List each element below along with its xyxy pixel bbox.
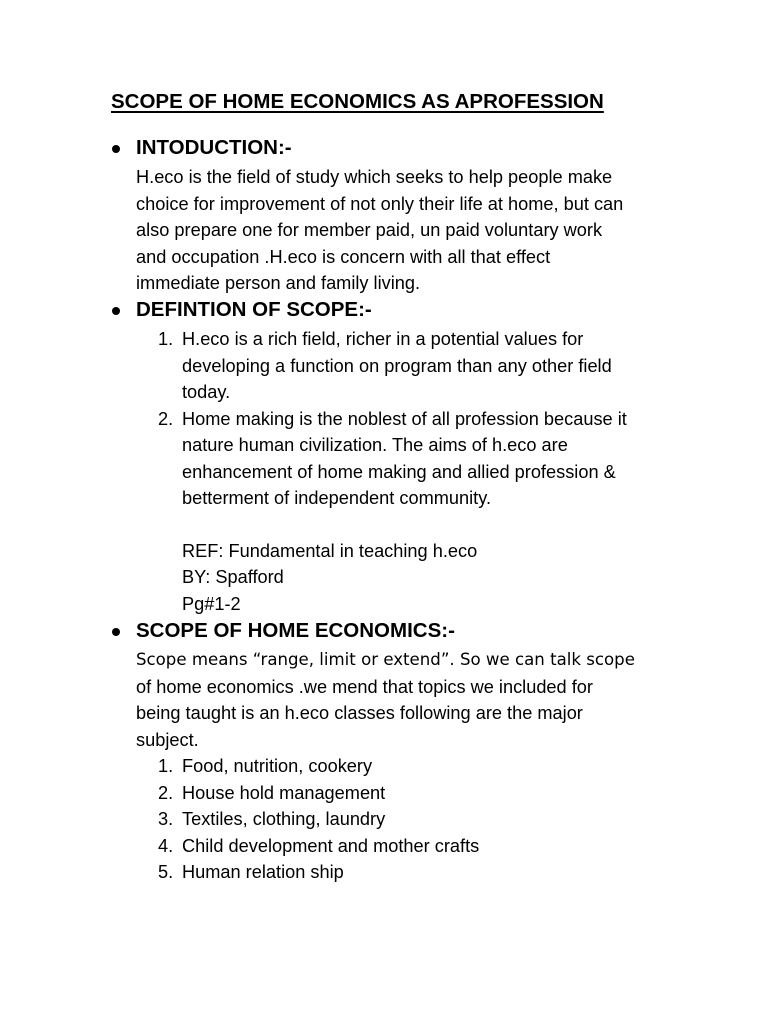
scope-heading-row [112,619,712,647]
list-item-line: betterment of independent community. [182,488,492,508]
list-item-text: Food, nutrition, cookery [182,756,373,776]
reference-line: REF: Fundamental in teaching h.eco [182,540,478,561]
scope-list [112,753,712,886]
list-item-line: developing a function on program than any other field [182,355,612,376]
bullet-icon [112,307,120,315]
list-item [112,806,712,833]
list-item [112,753,712,780]
list-item [112,833,712,860]
definition-section [112,298,712,617]
paragraph-line: subject. [136,729,199,750]
scope-heading: SCOPE OF HOME ECONOMICS:- [136,619,455,642]
introduction-paragraph [112,164,712,297]
list-item-number: 3. [158,809,174,829]
paragraph-line: choice for improvement of not only their life at home, but can [136,193,624,214]
list-item-number: 2. [158,408,174,429]
list-item [112,780,712,807]
list-item [112,406,712,512]
paragraph-line: of home economics .we mend that topics we included for [136,676,593,697]
list-item-line: H.eco is a rich field, richer in a potential values for [182,329,584,349]
list-item-line: enhancement of home making and allied profession & [182,461,616,482]
list-item-number: 2. [158,782,174,803]
reference-line: Pg#1-2 [182,593,241,614]
paragraph-line: and occupation .H.eco is concern with all that effect [136,246,551,267]
introduction-section [112,136,712,297]
list-item-number: 1. [158,756,174,776]
list-item [112,326,712,406]
bullet-icon [112,145,120,153]
introduction-heading-row [112,136,712,164]
scope-paragraph [112,647,712,753]
list-item-text: Child development and mother crafts [182,835,480,856]
list-item-line: today. [182,382,231,402]
definition-heading-row [112,298,712,326]
paragraph-line: immediate person and family living. [136,273,421,293]
reference-block [112,538,712,618]
list-item-line: nature human civilization. The aims of h.eco are [182,435,568,455]
scope-section [112,619,712,886]
list-item-number: 1. [158,329,174,349]
reference-line: BY: Spafford [182,567,284,587]
list-item-text: House hold management [182,782,386,803]
paragraph-line: H.eco is the field of study which seeks to help people make [136,167,613,187]
list-item [112,859,712,886]
definition-list [112,326,712,512]
list-item-line: Home making is the noblest of all profession because it [182,408,627,429]
definition-heading: DEFINTION OF SCOPE:- [136,298,372,321]
list-item-text: Textiles, clothing, laundry [182,809,386,829]
document-title: SCOPE OF HOME ECONOMICS AS APROFESSION [111,90,604,113]
list-item-number: 4. [158,835,174,856]
paragraph-line: being taught is an h.eco classes following are the major [136,703,583,723]
introduction-heading: INTODUCTION:- [136,136,292,159]
paragraph-line: Scope means “range, limit or extend”. So we can talk scope [136,650,635,669]
list-item-text: Human relation ship [182,862,344,882]
bullet-icon [112,628,120,636]
paragraph-line: also prepare one for member paid, un paid voluntary work [136,220,603,240]
list-item-number: 5. [158,862,174,882]
